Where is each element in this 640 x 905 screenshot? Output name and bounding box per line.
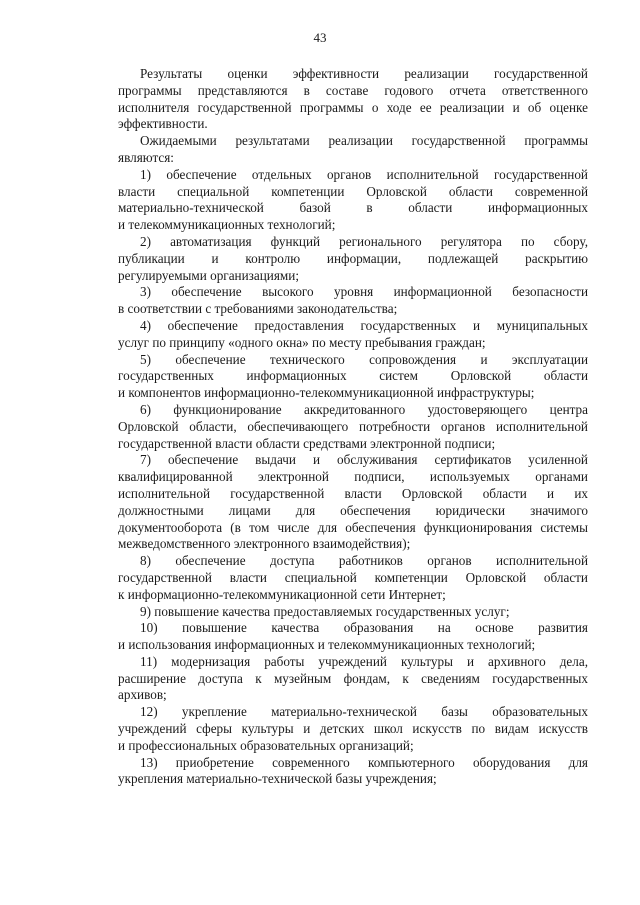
text-line: публикации и контролю информации, подлежащей раскрытию bbox=[118, 250, 588, 266]
text-line: должностными лицами для обеспечения юридически значимого bbox=[118, 502, 588, 518]
text-line: квалифицированной электронной подписи, используемых органами bbox=[118, 469, 588, 485]
text-line: Результаты оценки эффективности реализации государственной bbox=[140, 66, 588, 81]
text-line: государственной власти специальной компетенции Орловской области bbox=[118, 569, 588, 585]
paragraph-item-7 bbox=[118, 452, 588, 553]
paragraph-expected-results-intro bbox=[118, 133, 588, 167]
paragraph-item-1 bbox=[118, 167, 588, 234]
text-line: и профессиональных образовательных организаций; bbox=[118, 737, 414, 753]
paragraph-results-evaluation bbox=[118, 66, 588, 133]
text-line: учреждений сферы культуры и детских школ искусств по видам искусств bbox=[118, 721, 588, 737]
text-line: и компонентов информационно-телекоммуникационной инфраструктуры; bbox=[118, 385, 535, 401]
paragraph-item-10 bbox=[118, 620, 588, 654]
text-line: расширение доступа к музейным фондам, к сведениям государственных bbox=[118, 670, 588, 686]
text-line: материально-технической базой в области информационных bbox=[118, 200, 588, 216]
text-line: в соответствии с требованиями законодательства; bbox=[118, 301, 398, 317]
text-line: 1) обеспечение отдельных органов исполнительной государственной bbox=[140, 166, 588, 182]
text-line: власти специальной компетенции Орловской области современной bbox=[118, 183, 588, 199]
text-line: 7) обеспечение выдачи и обслуживания сертификатов усиленной bbox=[140, 452, 588, 468]
text-line: и использования информационных и телекоммуникационных технологий; bbox=[118, 637, 536, 653]
text-line: 4) обеспечение предоставления государственных и муниципальных bbox=[140, 317, 588, 333]
paragraph-item-13 bbox=[118, 755, 588, 789]
text-line: Орловской области, обеспечивающего потребности органов исполнительной bbox=[118, 418, 588, 434]
text-line: услуг по принципу «одного окна» по месту пребывания граждан; bbox=[118, 334, 486, 350]
paragraph-item-5 bbox=[118, 352, 588, 402]
text-line: 9) повышение качества предоставляемых государственных услуг; bbox=[140, 603, 510, 619]
paragraph-item-11 bbox=[118, 654, 588, 704]
text-line: исполнительной государственной власти Орловской области и их bbox=[118, 485, 588, 501]
text-line: государственной власти области средствами электронной подписи; bbox=[118, 435, 496, 451]
text-line: 11) модернизация работы учреждений культуры и архивного дела, bbox=[140, 653, 588, 669]
text-line: 5) обеспечение технического сопровождения и эксплуатации bbox=[140, 351, 588, 367]
text-line: межведомственного электронного взаимодействия); bbox=[118, 536, 411, 552]
text-line: и телекоммуникационных технологий; bbox=[118, 217, 336, 233]
text-line: 6) функционирование аккредитованного удостоверяющего центра bbox=[140, 401, 588, 417]
text-line: 13) приобретение современного компьютерного оборудования для bbox=[140, 754, 588, 770]
paragraph-item-9 bbox=[118, 604, 588, 621]
text-line: регулируемыми организациями; bbox=[118, 267, 299, 283]
document-body bbox=[118, 66, 588, 788]
text-line: 12) укрепление материально-технической базы образовательных bbox=[140, 704, 588, 720]
paragraph-item-2 bbox=[118, 234, 588, 284]
text-line: к информационно-телекоммуникационной сети Интернет; bbox=[118, 586, 446, 602]
text-line: 2) автоматизация функций регионального регулятора по сбору, bbox=[140, 233, 588, 249]
paragraph-item-12 bbox=[118, 704, 588, 754]
paragraph-item-8 bbox=[118, 553, 588, 603]
text-line: 3) обеспечение высокого уровня информационной безопасности bbox=[140, 284, 588, 300]
text-line: 10) повышение качества образования на основе развития bbox=[140, 620, 588, 636]
text-line: Ожидаемыми результатами реализации государственной программы bbox=[140, 133, 588, 149]
text-line: государственных информационных систем Орловской области bbox=[118, 368, 588, 384]
paragraph-item-4 bbox=[118, 318, 588, 352]
text-line: эффективности. bbox=[118, 116, 208, 132]
text-line: исполнителя государственной программы о ходе ее реализации и об оценке bbox=[118, 99, 588, 115]
text-line: документооборота (в том числе для обеспечения функционирования системы bbox=[118, 519, 588, 535]
paragraph-item-3 bbox=[118, 284, 588, 318]
text-line: являются: bbox=[118, 149, 174, 165]
text-line: архивов; bbox=[118, 687, 167, 703]
paragraph-item-6 bbox=[118, 402, 588, 452]
text-line: укрепления материально-технической базы учреждения; bbox=[118, 771, 437, 787]
page-number: 43 bbox=[313, 30, 327, 45]
text-line: программы представляются в составе годового отчета ответственного bbox=[118, 82, 588, 98]
text-line: 8) обеспечение доступа работников органов исполнительной bbox=[140, 553, 588, 569]
